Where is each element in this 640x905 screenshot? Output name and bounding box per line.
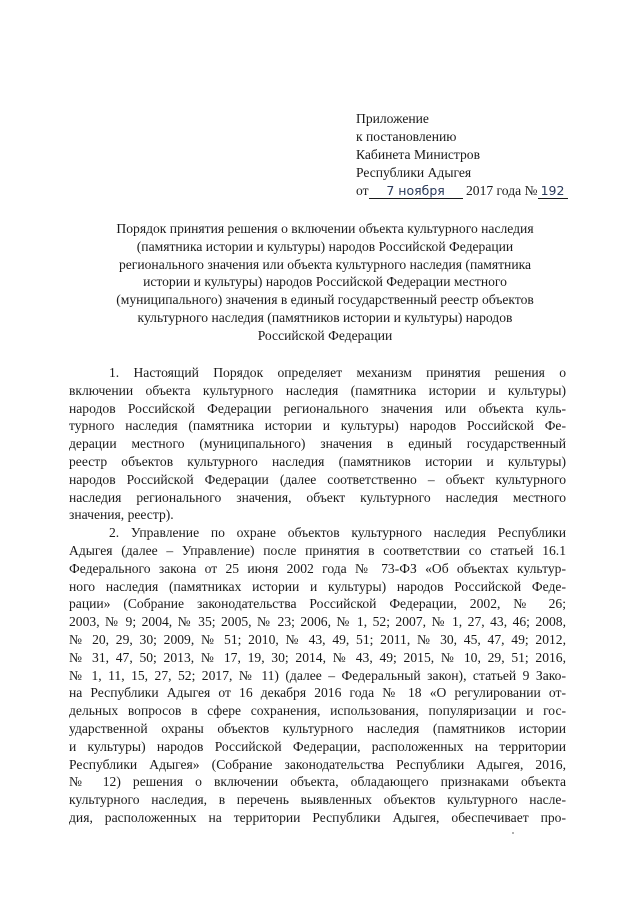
body-line: Республики Адыгея» (Собрание законодательства Республики Адыгея, 2016, bbox=[69, 756, 566, 772]
body-line: наследия регионального значения, объект культурного наследия местного bbox=[69, 489, 566, 505]
document-body bbox=[69, 364, 566, 827]
date-day-handwritten: 7 ноября bbox=[369, 184, 463, 199]
body-line: № 12) решения о включении объекта, обладающего признаками объекта bbox=[69, 774, 566, 790]
title-line: Порядок принятия решения о включении объекта культурного наследия bbox=[116, 221, 534, 236]
body-line: рации» (Собрание законодательства Российской Федерации, 2002, № 26; bbox=[69, 596, 566, 612]
body-line: Адыгея (далее – Управление) после принятия в соответствии со статьей 16.1 bbox=[69, 542, 566, 558]
body-line: № 1, 11, 15, 27, 52; 2017, № 11) (далее – Федеральный закон), статьей 9 Зако- bbox=[69, 667, 566, 683]
appendix-date-line bbox=[356, 182, 616, 200]
decree-number-handwritten: 192 bbox=[538, 184, 568, 199]
body-line: 2003, № 9; 2004, № 35; 2005, № 23; 2006, № 1, 52; 2007, № 1, 27, 43, 46; 2008, bbox=[69, 614, 566, 630]
body-line: значения, реестр). bbox=[69, 507, 174, 523]
document-title bbox=[60, 220, 590, 345]
title-line: Российской Федерации bbox=[257, 327, 393, 343]
body-line: на Республики Адыгея от 16 декабря 2016 года № 18 «О регулировании от- bbox=[69, 685, 566, 701]
body-line: и культуры) народов Российской Федерации, расположенных на территории bbox=[69, 738, 566, 754]
appendix-block bbox=[356, 110, 616, 200]
body-line: народов Российской Федерации регионального значения или объекта куль- bbox=[69, 400, 566, 416]
title-line: (муниципального) значения в единый государственный реестр объектов bbox=[116, 292, 534, 308]
appendix-line: Республики Адыгея bbox=[356, 165, 472, 180]
body-line: турного наследия (памятника истории и культуры) народов Российской Фе- bbox=[69, 418, 566, 434]
body-line: включении объекта культурного наследия (памятника истории и культуры) bbox=[69, 382, 566, 398]
body-line: дельных вопросов в сфере сохранения, использования, популяризации и гос- bbox=[69, 703, 566, 719]
body-line: 2. Управление по охране объектов культурного наследия Республики bbox=[109, 525, 566, 541]
body-line: № 31, 47, 50; 2013, № 17, 19, 30; 2014, № 43, 49; 2015, № 10, 29, 51; 2016, bbox=[69, 649, 566, 665]
body-line: дерации местного (муниципального) значения в единый государственный bbox=[69, 436, 566, 452]
body-line: ударственной охраны объектов культурного наследия (памятников истории bbox=[69, 720, 566, 736]
title-line: культурного наследия (памятников истории и культуры) народов bbox=[137, 309, 513, 325]
scan-speck bbox=[512, 832, 514, 834]
title-line: регионального значения или объекта культурного наследия (памятника bbox=[118, 256, 532, 272]
appendix-line: Приложение bbox=[356, 111, 429, 126]
appendix-line: Кабинета Министров bbox=[356, 147, 481, 162]
body-line: народов Российской Федерации (далее соответственно – объект культурного bbox=[69, 471, 566, 487]
date-year: 2017 года № bbox=[465, 183, 538, 198]
date-prefix: от bbox=[356, 183, 369, 198]
body-line: дия, расположенных на территории Республики Адыгея, обеспечивает про- bbox=[69, 809, 566, 825]
appendix-line: к постановлению bbox=[356, 129, 457, 144]
body-line: культурного наследия, в перечень выявленных объектов культурного насле- bbox=[69, 792, 566, 808]
body-line: реестр объектов культурного наследия (памятников истории и культуры) bbox=[69, 453, 566, 469]
body-line: Федерального закона от 25 июня 2002 года № 73-ФЗ «Об объектах культур- bbox=[69, 560, 566, 576]
title-line: (памятника истории и культуры) народов Российской Федерации bbox=[136, 238, 514, 254]
body-line: 1. Настоящий Порядок определяет механизм принятия решения о bbox=[109, 365, 566, 380]
body-line: ного наследия (памятниках истории и культуры) народов Российской Феде- bbox=[69, 578, 566, 594]
title-line: истории и культуры) народов Российской Федерации местного bbox=[143, 274, 507, 290]
body-line: № 20, 29, 30; 2009, № 51; 2010, № 43, 49, 51; 2011, № 30, 45, 47, 49; 2012, bbox=[69, 631, 566, 647]
